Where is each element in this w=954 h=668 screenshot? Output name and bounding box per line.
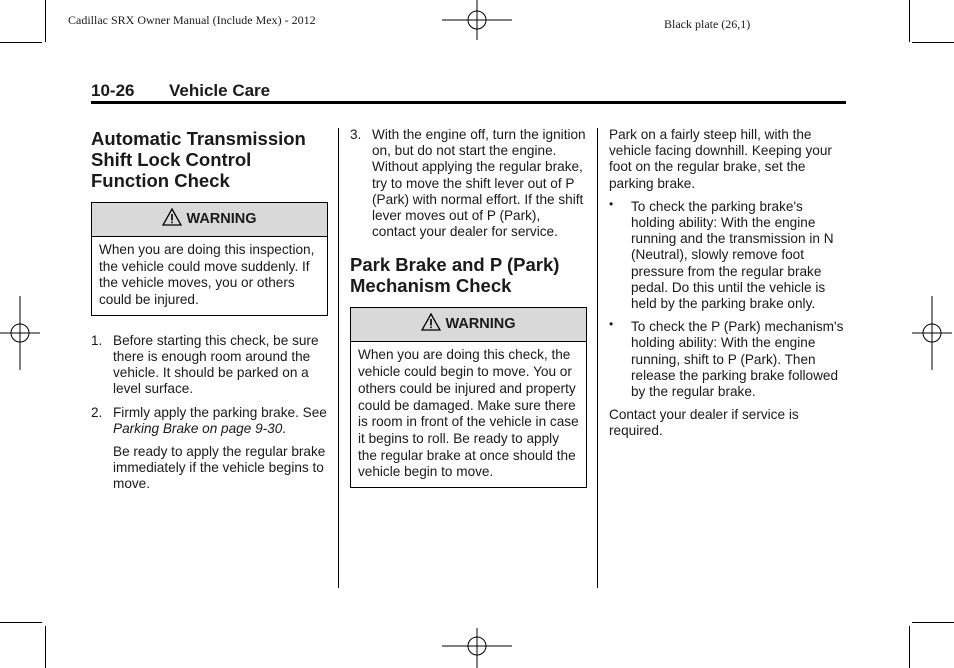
crop-mark: [912, 42, 954, 43]
column-divider: [338, 128, 339, 588]
bullet-text: To check the parking brake's holding ability: With the engine running and the transmission in N (Neutral), slowly remove foot pressure from the regular brake pedal. Do this until the vehicle is held by the parking brake only.: [631, 198, 834, 312]
column-1: [91, 128, 328, 500]
warning-label: WARNING: [186, 211, 257, 227]
step-continuation: [91, 444, 328, 493]
warning-label: WARNING: [445, 316, 516, 333]
registration-mark-left: [0, 296, 40, 370]
step-number: 3.: [350, 127, 362, 142]
list-item: [91, 333, 328, 398]
column-divider: [597, 128, 598, 588]
heading-park-brake: Park Brake and P (Park) Mechanism Check: [350, 254, 560, 297]
crop-mark: [909, 0, 910, 42]
warning-box: [91, 202, 328, 316]
step-text: Before starting this check, be sure there is enough room around the vehicle. It should be parked on a level surface.: [113, 332, 319, 397]
bullet-icon: •: [609, 317, 614, 332]
crop-mark: [0, 42, 42, 43]
list-item: [609, 319, 849, 400]
warning-box: [350, 307, 587, 488]
bullet-text: To check the P (Park) mechanism's holding ability: With the engine running, shift to P (Park). Then release the parking brake followed by the regular brake.: [631, 319, 844, 400]
page-number: 10-26: [91, 81, 135, 100]
step-text-end: .: [282, 420, 287, 436]
registration-mark-right: [912, 296, 954, 370]
registration-mark-top: [440, 0, 514, 42]
bullet-icon: •: [609, 196, 614, 211]
warning-text: When you are doing this inspection, the vehicle could move suddenly. If the vehicle moves, you or others could be injured.: [99, 242, 315, 308]
step-text: Be ready to apply the regular brake immediately if the vehicle begins to move.: [113, 444, 326, 492]
list-item: [91, 405, 328, 437]
warning-header: [351, 308, 586, 342]
paragraph: Park on a fairly steep hill, with the vehicle facing downhill. Keeping your foot on the regular brake, set the parking brake.: [609, 127, 832, 191]
registration-mark-bottom: [440, 626, 514, 668]
heading-shift-lock: Automatic Transmission Shift Lock Control Function Check: [91, 128, 306, 191]
warning-icon: [162, 208, 182, 226]
column-3: [609, 127, 849, 447]
list-item: [609, 196, 849, 312]
step-number: 1.: [91, 332, 103, 348]
crop-mark: [912, 622, 954, 623]
crop-mark: [0, 622, 42, 623]
step-number: 2.: [91, 404, 103, 420]
list-item: [350, 127, 587, 240]
section-header: [91, 81, 270, 101]
crop-mark: [45, 0, 46, 42]
warning-text: When you are doing this check, the vehicle could begin to move. You or others could be injured and property could be damaged. Make sure there is room in front of the vehicle in case it begins to roll. Be ready to apply the regular brake at once should the vehicle begin to move.: [358, 347, 579, 480]
crop-mark: [45, 626, 46, 668]
section-rule: [91, 101, 846, 104]
warning-header: [92, 203, 327, 237]
paragraph: Contact your dealer if service is required.: [609, 407, 799, 439]
step-text: With the engine off, turn the ignition on, but do not start the engine. Without applying the regular brake, try to move the shift lever out of P (Park) with normal effort. If the shift lever moves out of P (Park), contact your dealer for service.: [372, 127, 586, 240]
section-title: Vehicle Care: [169, 81, 271, 100]
manual-title: Cadillac SRX Owner Manual (Include Mex) - 2012: [68, 13, 316, 27]
warning-icon: [421, 313, 441, 331]
plate-label: Black plate (26,1): [664, 17, 751, 31]
cross-reference-link[interactable]: Parking Brake on page 9-30: [113, 420, 283, 436]
step-text: Firmly apply the parking brake. See: [113, 404, 327, 420]
crop-mark: [909, 626, 910, 668]
column-2: [350, 127, 587, 488]
